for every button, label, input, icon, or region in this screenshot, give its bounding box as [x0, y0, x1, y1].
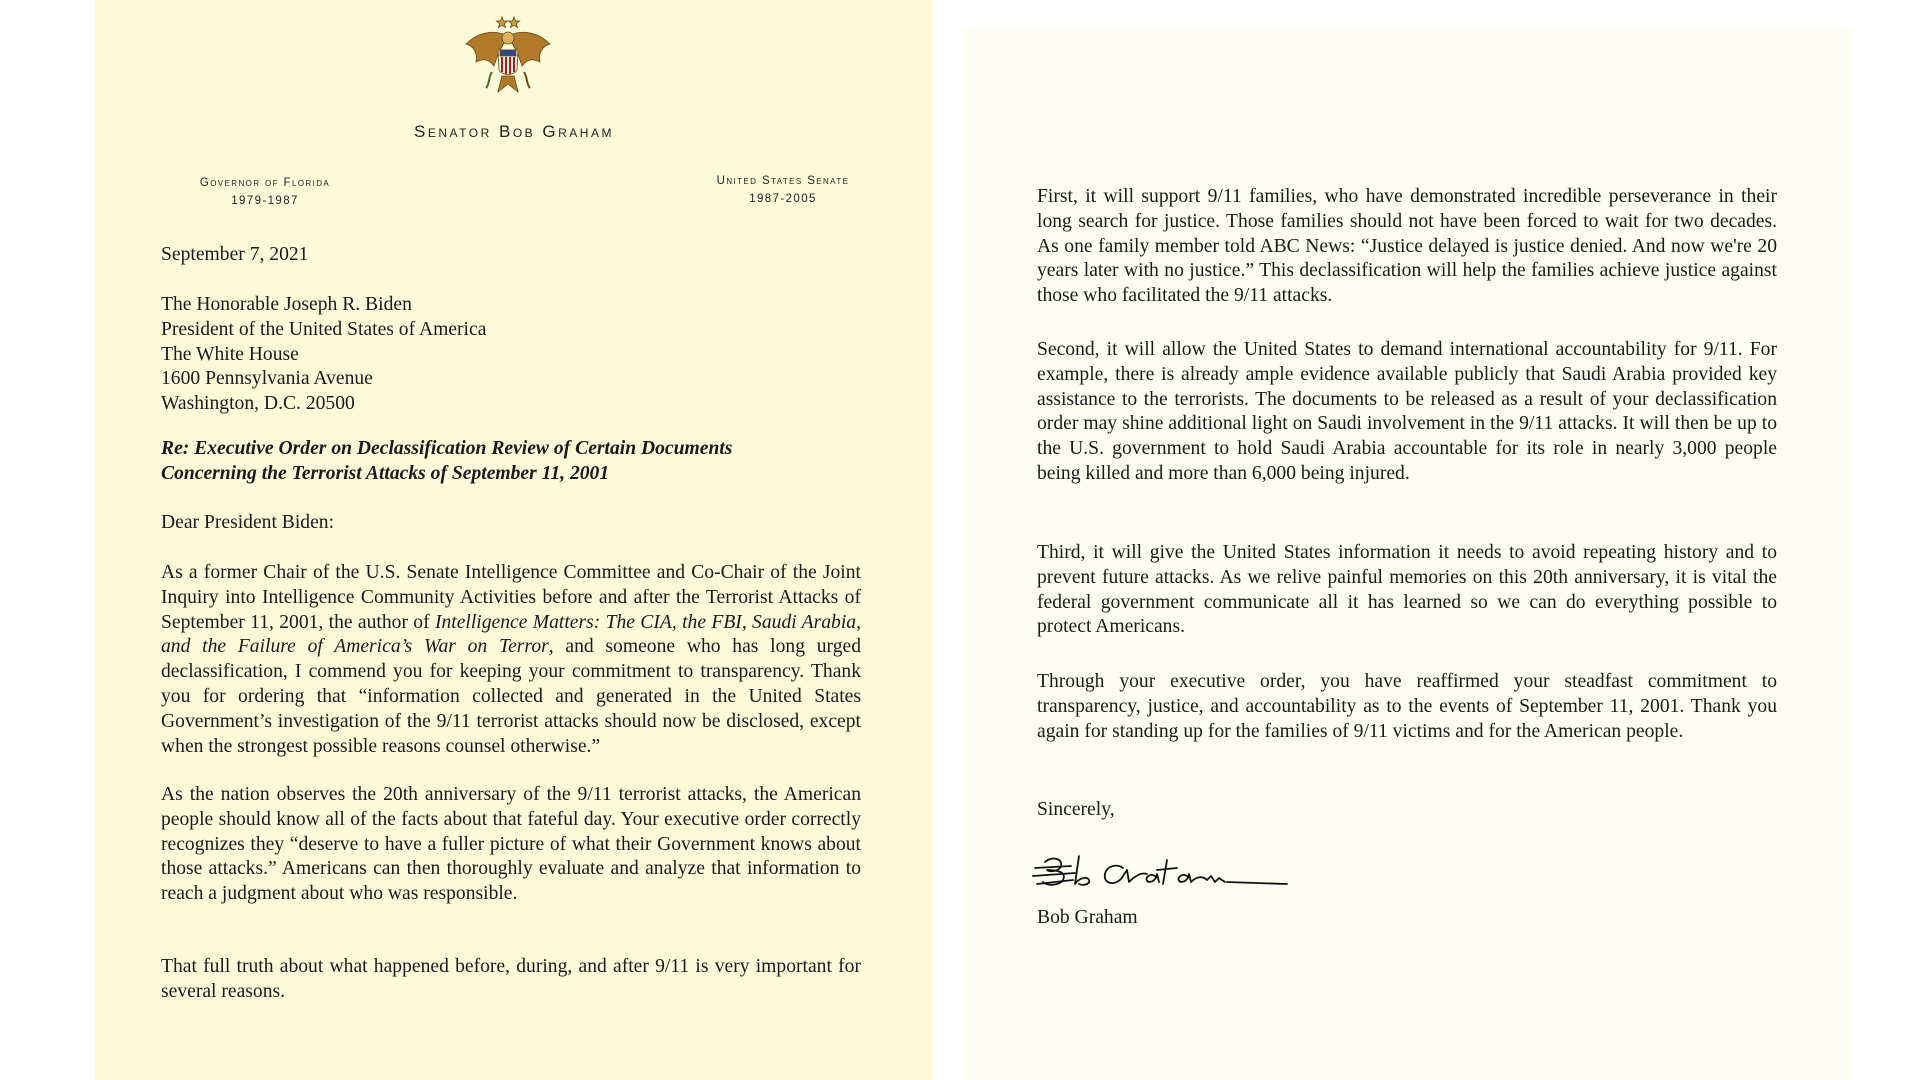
paragraph-1 [161, 561, 861, 759]
paragraph-1-rest: , and someone who has long urged declassification, I commend you for keeping your commitment to transparency. Thank you for ordering that “information collected and generated in the United States Government’s investigation of the 9/11 terrorist attacks should now be disclosed, except when the strongest possible reasons counsel otherwise.” [161, 636, 862, 757]
senate-office-block [673, 172, 893, 208]
governor-office-block [155, 174, 375, 210]
governor-title: Governor of Florida [199, 177, 331, 189]
address-line-1: The Honorable Joseph R. Biden [161, 294, 412, 315]
letter-date: September 7, 2021 [161, 244, 309, 265]
paragraph-1-lead: As a former Chair of the U.S. Senate Intelligence Committee and Co-Chair of the Joint Inquiry into Intelligence Community Activities before and after the Terrorist Attacks of September 11, 2001, the author of [161, 562, 861, 633]
paragraph-2: As the nation observes the 20th anniversary of the 9/11 terrorist attacks, the American people should know all of the facts about that fateful day. Your executive order correctly recognizes they “deserve to have a fuller picture of what their Government knows about those attacks.” Americans can then thoroughly evaluate and analyze that information to reach a judgment about who was responsible. [161, 784, 861, 905]
senate-title: United States Senate [716, 175, 850, 187]
salutation: Dear President Biden: [161, 512, 335, 533]
governor-years: 1979-1987 [231, 195, 299, 207]
paragraph-4: First, it will support 9/11 families, who have demonstrated incredible perseverance in their long search for justice. Those families should not have been forced to wait for two decades. As one family member told ABC News: “Justice delayed is justice denied. And now we're 20 years later with no justice.” This declassification will help the families achieve justice against those who facilitated the 9/11 attacks. [1037, 186, 1777, 307]
signer-name: Bob Graham [1037, 907, 1138, 928]
recipient-address [161, 293, 861, 417]
letterhead-name: Senator Bob Graham [414, 122, 614, 141]
senate-years: 1987-2005 [749, 193, 817, 205]
paragraph-7: Through your executive order, you have reaffirmed your steadfast commitment to transparency, justice, and accountability as to the events of September 11, 2001. Thank you again for standing up for the families of 9/11 victims and for the American people. [1037, 671, 1777, 742]
eagle-seal-icon [462, 14, 554, 96]
letter-page-2 [964, 30, 1852, 1080]
address-line-3: The White House [161, 343, 299, 365]
address-line-2: President of the United States of America [161, 318, 487, 340]
paragraph-6: Third, it will give the United States information it needs to avoid repeating history and to prevent future attacks. As we relive painful memories on this 20th anniversary, it is vital the federal government communicate all it has learned so we can do everything possible to protect Americans. [1037, 542, 1777, 638]
closing: Sincerely, [1037, 799, 1115, 820]
letter-page-1 [95, 0, 933, 1080]
handwritten-signature [1031, 846, 1291, 896]
address-line-5: Washington, D.C. 20500 [161, 393, 355, 415]
address-line-4: 1600 Pennsylvania Avenue [161, 368, 373, 390]
paragraph-5: Second, it will allow the United States to demand international accountability for 9/11. For example, there is already ample evidence available publicly that Saudi Arabia provided key assistance to the terrorists. The documents to be released as a result of your declassification order may shine additional light on Saudi involvement in the 9/11 attacks. It will then be up to the U.S. government to hold Saudi Arabia accountable for its role in nearly 3,000 people being killed and more than 6,000 being injured. [1037, 339, 1777, 484]
paragraph-3: That full truth about what happened before, during, and after 9/11 is very important for several reasons. [161, 956, 861, 1002]
subject-line: Re: Executive Order on Declassification Review of Certain Documents Concerning the Terrorist Attacks of September 11, 2001 [161, 438, 733, 484]
book-title: Intelligence Matters: The CIA, the FBI, Saudi Arabia, and the Failure of America’s War on Terror [161, 611, 861, 658]
